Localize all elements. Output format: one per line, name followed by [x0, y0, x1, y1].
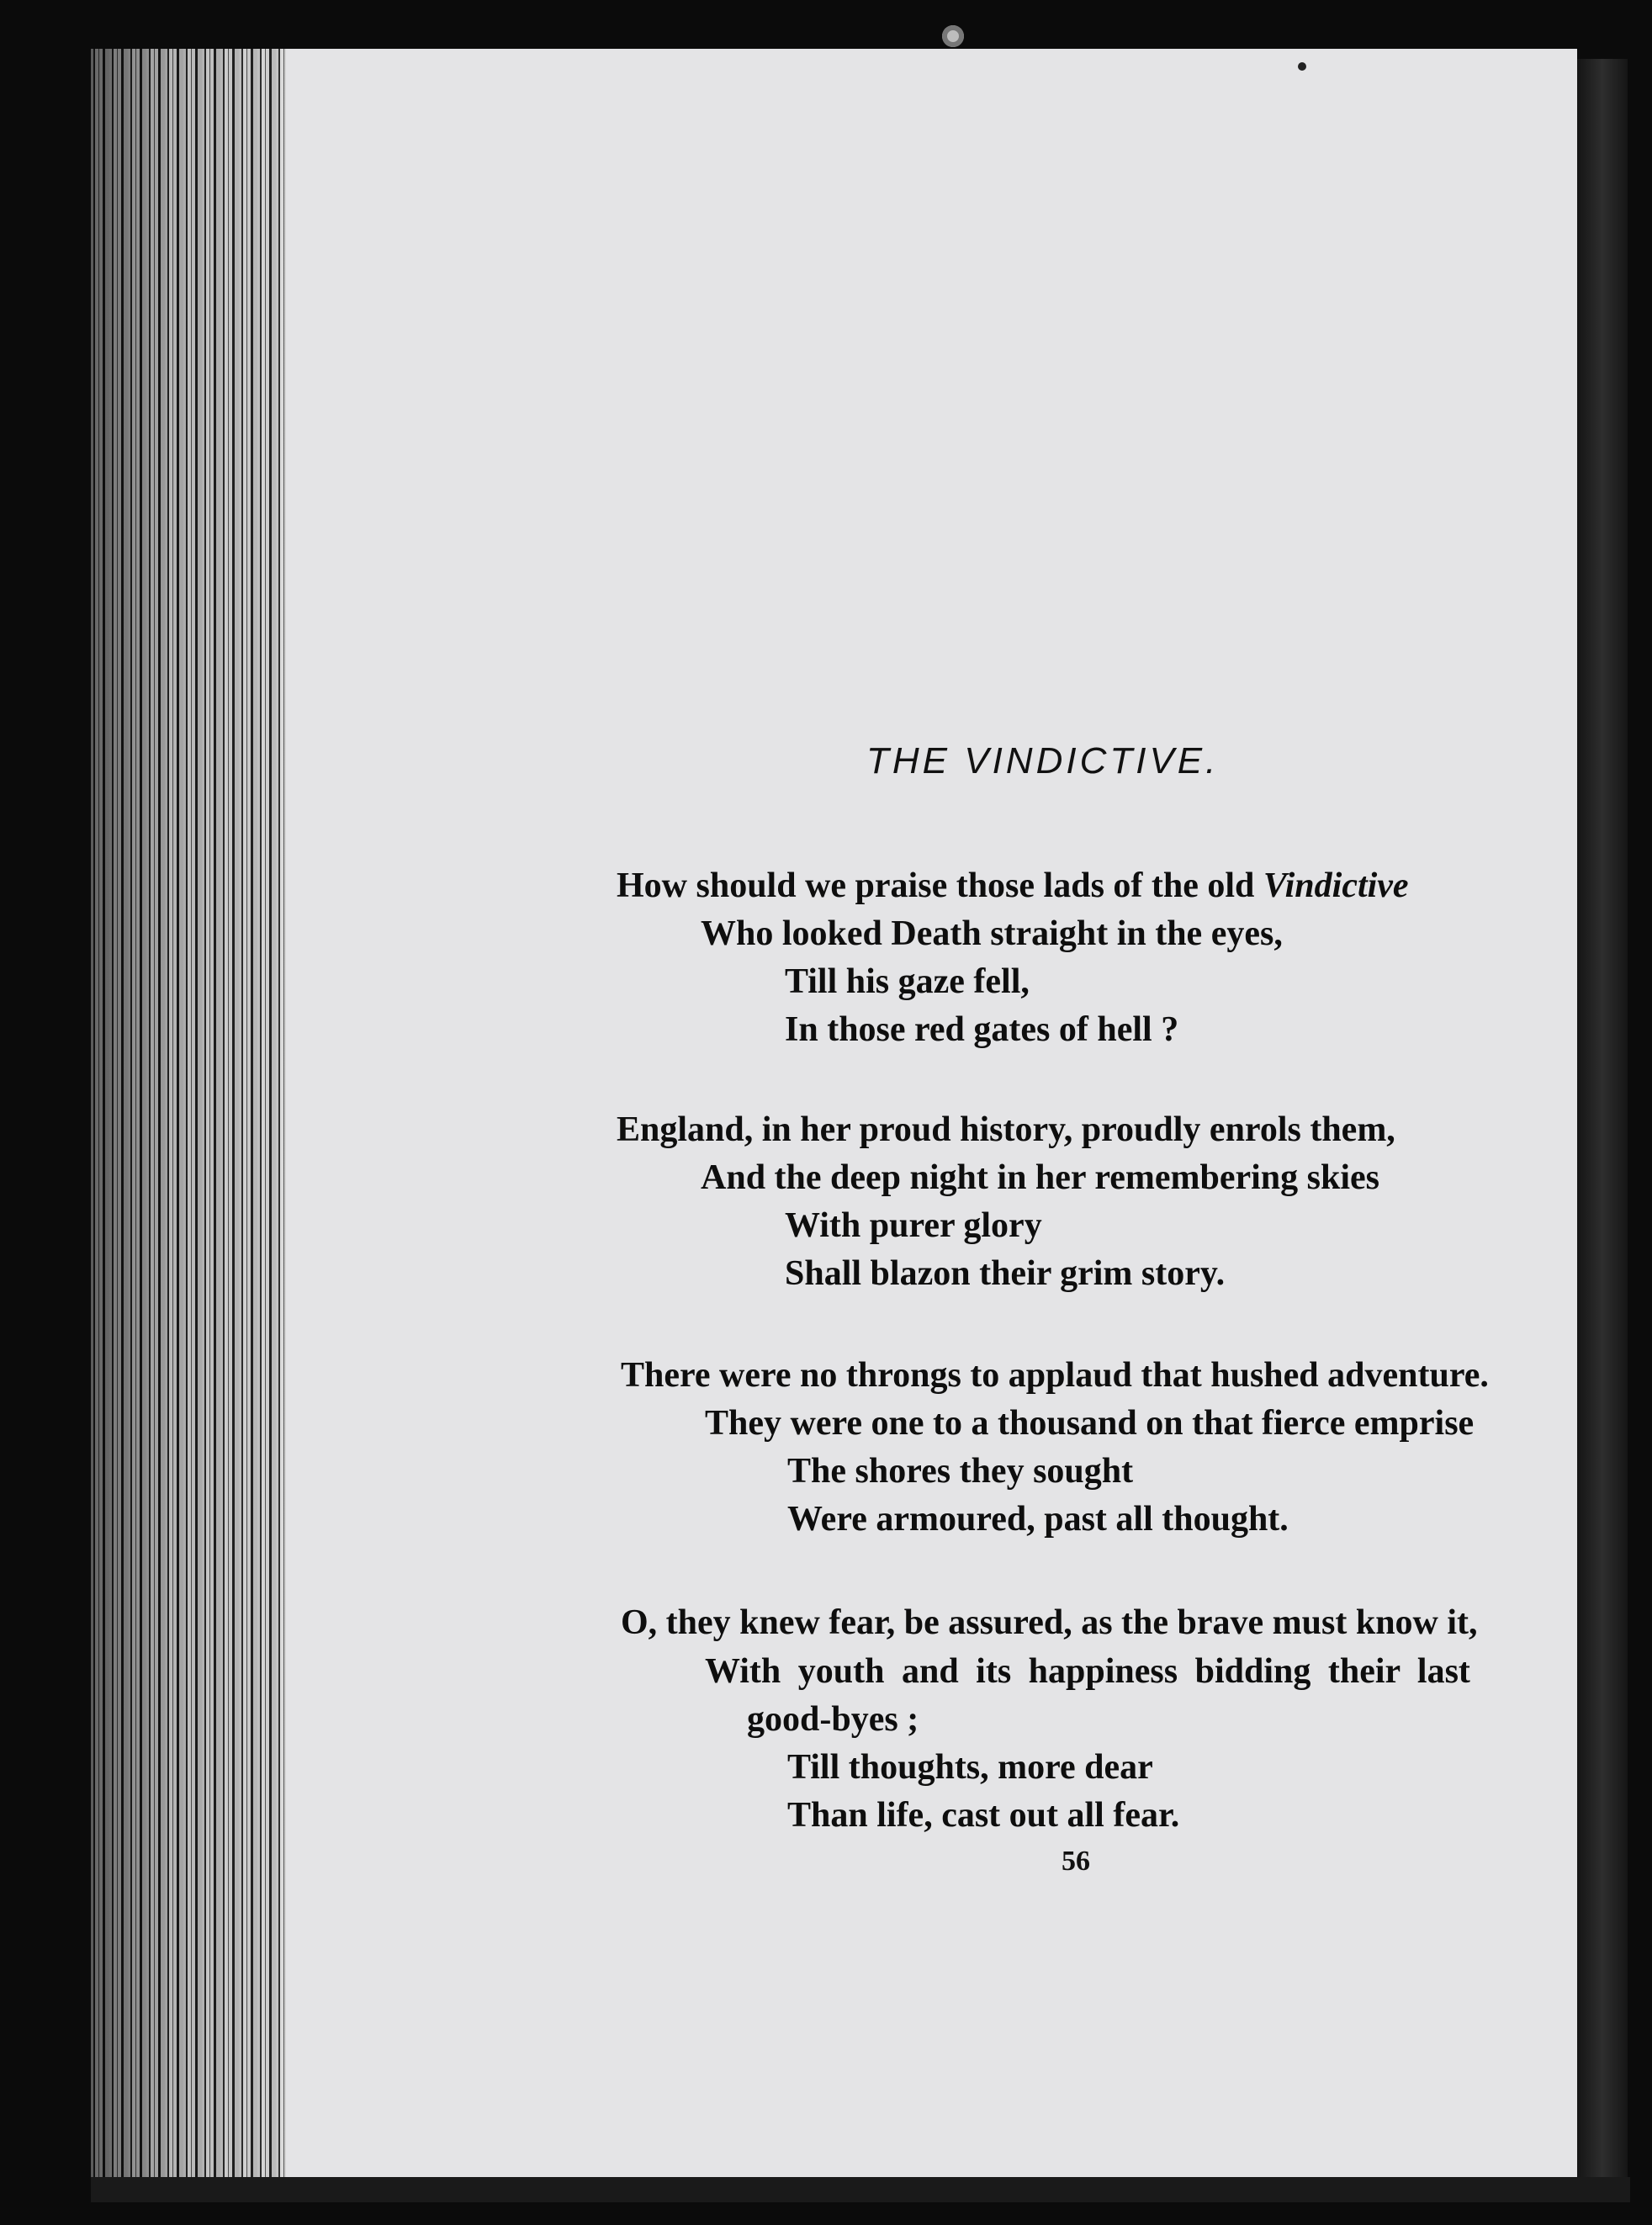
stanza-3-line-2: They were one to a thousand on that fierce emprise — [705, 1404, 1475, 1443]
stanza-4-line-5: Than life, cast out all fear. — [787, 1796, 1180, 1835]
stanza-3-line-3: The shores they sought — [787, 1452, 1134, 1491]
stanza-1-line-1 — [617, 868, 1409, 903]
stanza-2-line-1: England, in her proud history, proudly enrols them, — [617, 1110, 1395, 1149]
stanza-1-line-3: Till his gaze fell, — [785, 962, 1030, 1001]
stanza-3-line-1: There were no throngs to applaud that hushed adventure. — [621, 1356, 1489, 1395]
stanza-2-line-4: Shall blazon their grim story. — [785, 1254, 1226, 1293]
stanza-2-line-3: With purer glory — [785, 1206, 1042, 1245]
book-cover-edge — [1577, 59, 1628, 2179]
ship-name-italic: Vindictive — [1263, 866, 1409, 905]
stanza-3-line-4: Were armoured, past all thought. — [787, 1500, 1289, 1539]
stanza-4-line-3: good-byes ; — [747, 1700, 919, 1739]
poem-title: THE VINDICTIVE. — [866, 740, 1220, 781]
stanza-1-line-4: In those red gates of hell ? — [785, 1010, 1179, 1049]
book-bottom-edge — [91, 2177, 1630, 2202]
stanza-4-line-2: With youth and its happiness bidding their last — [705, 1652, 1470, 1691]
stanza-1-line-1-text: How should we praise those lads of the old — [617, 866, 1263, 905]
book-edge-shadow — [91, 49, 301, 2177]
stanza-1-line-2: Who looked Death straight in the eyes, — [701, 914, 1283, 953]
stanza-2-line-2: And the deep night in her remembering skies — [701, 1158, 1379, 1197]
stanza-4-line-1: O, they knew fear, be assured, as the brave must know it, — [621, 1603, 1478, 1642]
stanza-4-line-4: Till thoughts, more dear — [787, 1748, 1153, 1787]
page-number: 56 — [1062, 1846, 1090, 1877]
scan-speck-icon — [942, 25, 964, 47]
ink-dot — [1298, 62, 1306, 71]
